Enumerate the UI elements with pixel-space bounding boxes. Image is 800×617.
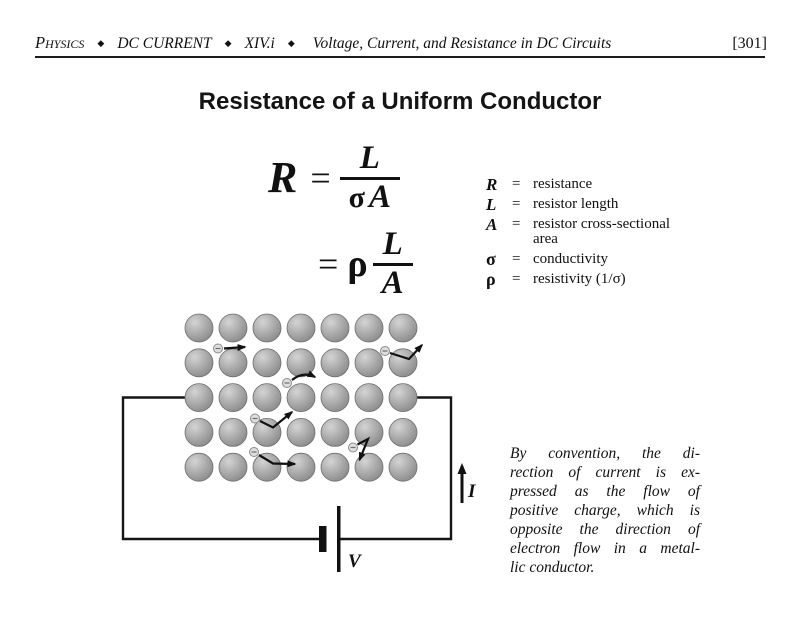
area-symbol: A xyxy=(369,178,392,215)
legend-symbol: ρ xyxy=(486,269,496,289)
atom-sphere xyxy=(287,349,315,377)
rho-symbol: ρ xyxy=(347,243,368,286)
formula-R: R xyxy=(268,153,298,203)
fraction-denominator: A xyxy=(373,263,413,302)
note-line: opposite the direction of xyxy=(510,521,700,538)
page-title: Resistance of a Uniform Conductor xyxy=(198,88,602,115)
atom-sphere xyxy=(219,349,247,377)
legend-description: resistivity (1/σ) xyxy=(533,271,626,287)
atom-sphere xyxy=(321,314,349,342)
diamond-separator-icon: ◆ xyxy=(287,38,295,48)
legend-symbol: L xyxy=(486,195,497,214)
legend-symbol: σ xyxy=(486,249,496,269)
atom-sphere xyxy=(185,384,213,412)
equals-sign: = xyxy=(512,271,521,287)
atom-sphere xyxy=(389,453,417,481)
diamond-separator-icon: ◆ xyxy=(224,38,232,48)
equals-sign: = xyxy=(318,244,339,285)
atom-sphere xyxy=(355,314,383,342)
atom-sphere xyxy=(253,384,281,412)
atom-sphere xyxy=(355,453,383,481)
atom-sphere xyxy=(355,384,383,412)
note-line: positive charge, which is xyxy=(510,502,700,519)
atom-sphere xyxy=(321,349,349,377)
equals-sign: = xyxy=(512,251,521,267)
battery-positive-plate xyxy=(337,506,341,572)
sigma-symbol: σ xyxy=(348,180,365,214)
atom-sphere xyxy=(253,349,281,377)
atom-sphere xyxy=(321,384,349,412)
atom-sphere xyxy=(185,314,213,342)
convention-note xyxy=(510,444,700,577)
atom-sphere xyxy=(355,418,383,446)
equals-sign: = xyxy=(512,216,521,232)
atom-sphere xyxy=(219,453,247,481)
atom-sphere xyxy=(321,418,349,446)
diamond-separator-icon: ◆ xyxy=(97,38,105,48)
legend-symbol: R xyxy=(486,175,498,194)
atom-sphere xyxy=(287,453,315,481)
legend-description: resistor cross-sectional area xyxy=(533,216,671,247)
atom-sphere xyxy=(287,314,315,342)
voltage-label: V xyxy=(348,551,361,572)
atom-sphere xyxy=(321,453,349,481)
atom-sphere xyxy=(185,418,213,446)
chapter-subtitle: Voltage, Current, and Resistance in DC Circuits xyxy=(312,35,612,52)
equals-sign: = xyxy=(512,196,521,212)
atom-sphere xyxy=(389,418,417,446)
atom-sphere xyxy=(219,384,247,412)
atom-sphere xyxy=(287,384,315,412)
note-line: pressed as the flow of xyxy=(510,483,700,500)
battery-icon xyxy=(319,506,341,572)
legend-description: resistor length xyxy=(533,196,619,212)
atom-sphere xyxy=(389,384,417,412)
fraction-numerator: L xyxy=(382,226,403,263)
note-line: electron flow in a metal- xyxy=(510,540,700,557)
atom-sphere xyxy=(219,314,247,342)
note-line: rection of current is ex- xyxy=(510,464,700,481)
current-label: I xyxy=(468,481,476,502)
electron-path-arrow xyxy=(224,347,245,349)
note-line: By convention, the di- xyxy=(510,445,700,462)
unit-label: XIV.i xyxy=(244,35,275,52)
conductor-lattice xyxy=(185,314,417,481)
atom-sphere xyxy=(219,418,247,446)
battery-negative-plate xyxy=(319,526,327,552)
course-label: Physics xyxy=(35,33,85,52)
atom-sphere xyxy=(355,349,383,377)
atom-sphere xyxy=(389,314,417,342)
atom-sphere xyxy=(253,453,281,481)
section-label: DC CURRENT xyxy=(117,35,212,52)
atom-sphere xyxy=(253,314,281,342)
atom-sphere xyxy=(185,453,213,481)
legend-description: resistance xyxy=(533,176,593,192)
atom-sphere xyxy=(185,349,213,377)
equals-sign: = xyxy=(512,176,521,192)
page-number: [301] xyxy=(732,35,767,52)
legend-description: conductivity xyxy=(533,251,608,267)
atom-sphere xyxy=(287,418,315,446)
fraction-numerator: L xyxy=(359,140,380,176)
equals-sign: = xyxy=(310,158,331,199)
legend-symbol: A xyxy=(486,215,498,234)
note-line: lic conductor. xyxy=(510,559,595,576)
